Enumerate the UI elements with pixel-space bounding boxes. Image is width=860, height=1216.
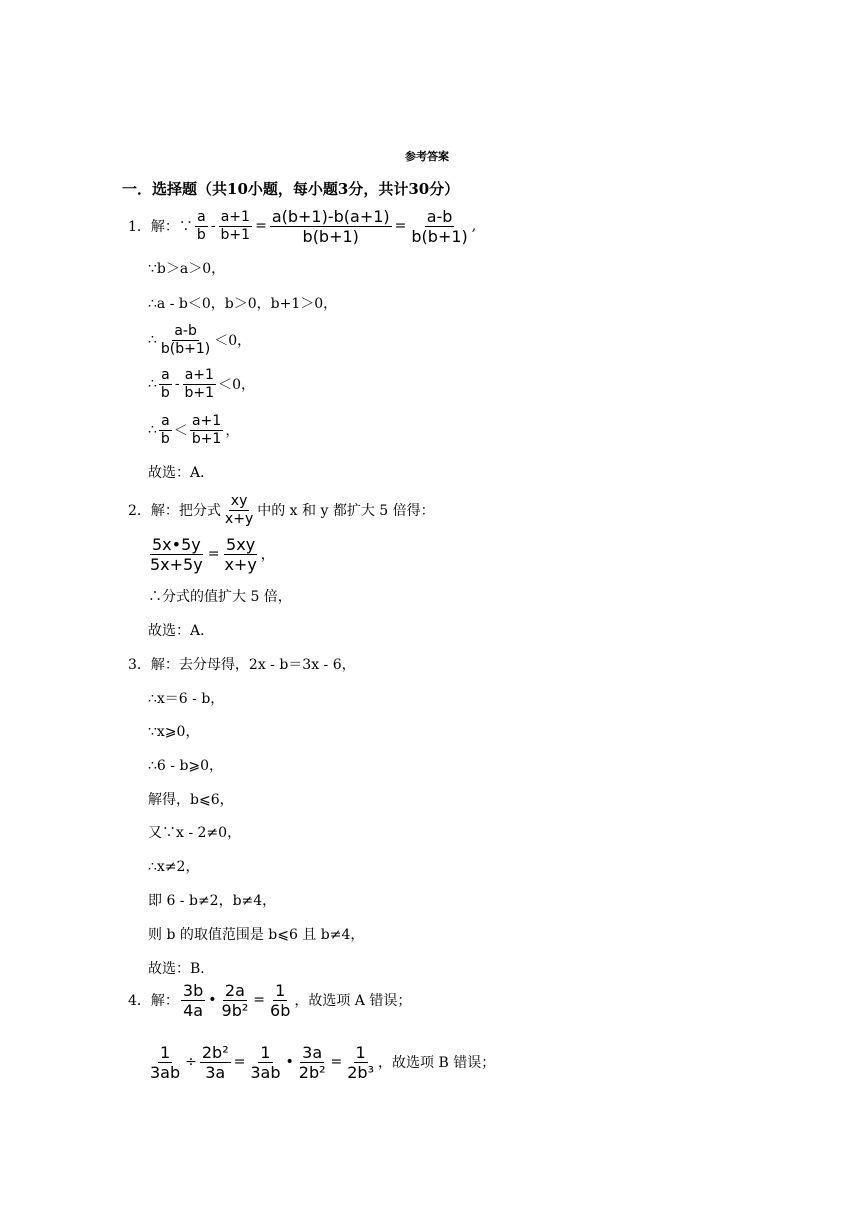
problem-3-line-2: ∴x＝6 - b，: [148, 691, 225, 707]
fraction: $\frac{5xy}{x+y}$: [224, 534, 257, 574]
fraction: $\frac{a+1}{b+1}$: [191, 412, 222, 447]
problem-4-line-2: $\frac{1}{3ab}$ ÷ $\frac{\text{2b²}}{3a}$ = $\frac{1}{3ab}$ • $\frac{3a}{\text{2b²}}$ = $\frac{1}{\text{2b³}}$ ，故选项 B 错误；: [150, 1042, 496, 1082]
problem-3-line-1: 3．解：去分母得，2x - b＝3x - 6，: [128, 657, 356, 673]
problem-2-answer: 故选：A．: [148, 623, 215, 639]
problem-3-line-4: ∴6 - b⩾0，: [148, 758, 224, 774]
fraction: $\frac{a-b}{b(b+1)}$: [411, 206, 468, 246]
fraction: $\frac{1}{3ab}$: [150, 1042, 181, 1082]
fraction: $\frac{a+1}{b+1}$: [220, 208, 251, 243]
problem-1-line-6: ∴ $\frac{a}{b}$ ＜ $\frac{a+1}{b+1}$ ，: [148, 412, 240, 447]
problem-2-line-3: ∴分式的值扩大 5 倍，: [148, 589, 292, 605]
page-title: 参考答案: [405, 150, 449, 163]
problem-3-line-7: ∴x≠2，: [148, 859, 200, 875]
fraction: $\frac{2a}{\text{9b²}}$: [221, 980, 249, 1020]
problem-4-line-1: 4．解： $\frac{3b}{4a}$ • $\frac{2a}{\text{9b²}}$ = $\frac{1}{6b}$ ，故选项 A 错误；: [128, 980, 412, 1020]
fraction: $\frac{a}{b}$: [160, 366, 170, 401]
problem-2-line-1: 2．解：把分式 $\frac{xy}{x+y}$ 中的 x 和 y 都扩大 5 倍得：: [128, 492, 435, 527]
problem-3-line-5: 解得，b⩽6，: [148, 792, 234, 808]
problem-3-line-3: ∵x⩾0，: [148, 724, 200, 740]
problem-1-line-3: ∴a - b＜0，b＞0，b+1＞0，: [148, 296, 338, 312]
problem-3-line-8: 即 6 - b≠2，b≠4，: [148, 893, 277, 909]
fraction: $\frac{1}{3ab}$: [250, 1042, 281, 1082]
fraction: $\frac{a(b+1)-b(a+1)}{b(b+1)}$: [271, 206, 390, 246]
problem-3-line-9: 则 b 的取值范围是 b⩽6 且 b≠4，: [148, 927, 365, 943]
fraction: $\frac{a+1}{b+1}$: [184, 366, 215, 401]
fraction: $\frac{a}{b}$: [160, 412, 170, 447]
problem-2-line-2: $\frac{5x•5y}{5x+5y}$ = $\frac{5xy}{x+y}$ ，: [150, 534, 275, 574]
fraction: $\frac{5x•5y}{5x+5y}$: [150, 534, 203, 574]
problem-1-line-5: ∴ $\frac{a}{b}$ - $\frac{a+1}{b+1}$ ＜0，: [148, 366, 255, 401]
problem-3-line-6: 又∵x - 2≠0，: [148, 825, 242, 841]
problem-1-line-2: ∵b＞a＞0，: [148, 261, 226, 277]
fraction: $\frac{\text{2b²}}{3a}$: [201, 1042, 229, 1082]
problem-3-answer: 故选：B．: [148, 961, 215, 977]
fraction: $\frac{1}{\text{2b³}}$: [347, 1042, 374, 1082]
fraction: $\frac{3a}{\text{2b²}}$: [298, 1042, 326, 1082]
fraction: $\frac{1}{6b}$: [270, 980, 291, 1020]
problem-1-line-1: 1．解：∵ $\frac{a}{b}$ - $\frac{a+1}{b+1}$ = $\frac{a(b+1)-b(a+1)}{b(b+1)}$ = $\frac{a-b}{b(b+1)}$ ,: [128, 206, 477, 246]
fraction: $\frac{a-b}{b(b+1)}$: [160, 322, 211, 357]
problem-1-line-4: ∴ $\frac{a-b}{b(b+1)}$ ＜0，: [148, 322, 252, 357]
fraction: $\frac{3b}{4a}$: [182, 980, 204, 1020]
fraction: $\frac{a}{b}$: [196, 208, 206, 243]
fraction: $\frac{xy}{x+y}$: [224, 492, 254, 527]
problem-1-answer: 故选：A．: [148, 465, 215, 481]
section-heading: 一．选择题（共10小题，每小题3分，共计30分）: [122, 180, 460, 198]
